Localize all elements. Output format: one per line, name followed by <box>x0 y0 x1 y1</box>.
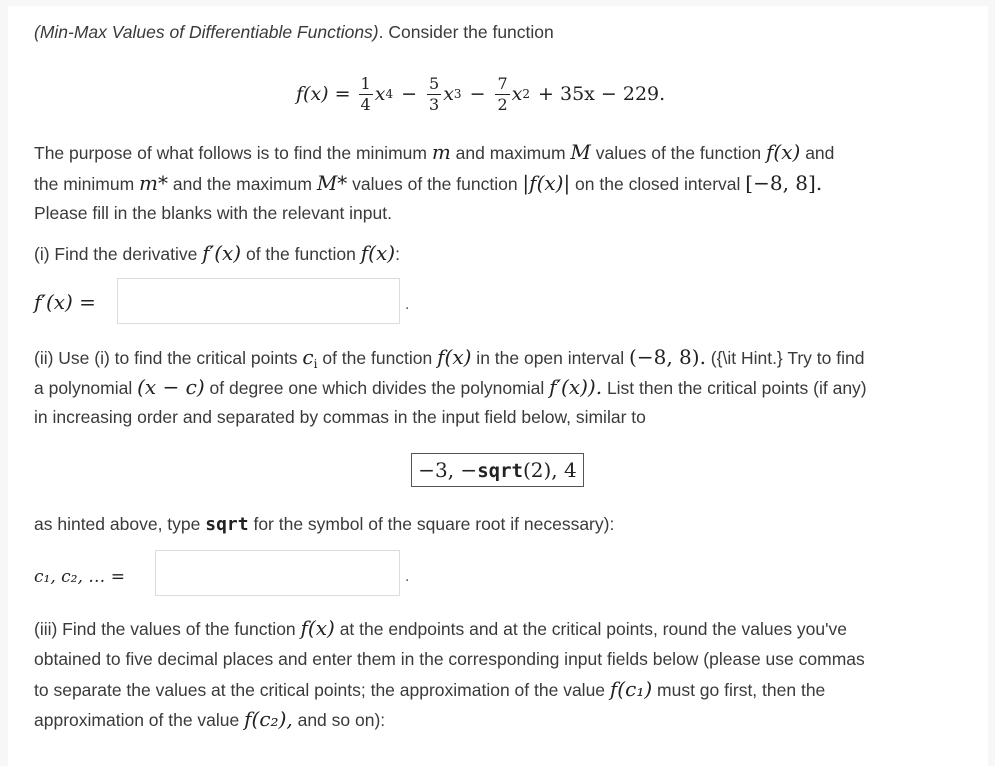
purpose-line-3 <box>34 198 971 228</box>
part3-text: at the endpoints and at the critical points, round the values you've <box>334 619 847 639</box>
critical-points-input[interactable] <box>155 550 400 596</box>
part3-text: to separate the values at the critical points; the approximation of the value <box>34 680 610 700</box>
critical-points-label-text: c₁, c₂, … = <box>34 567 125 587</box>
part1-text: : <box>395 244 400 264</box>
part3-text: and so on): <box>292 710 386 730</box>
intro-line <box>34 17 971 47</box>
part2-text: List then the critical points (if any) <box>602 378 867 398</box>
purpose-line-2 <box>34 168 971 199</box>
part2-text: for the symbol of the square root if necessary): <box>248 514 615 534</box>
purpose-text: and <box>800 143 835 163</box>
purpose-text: values of the function <box>347 174 523 194</box>
part3-text: must go first, then the <box>652 680 826 700</box>
purpose-text: values of the function <box>590 143 767 163</box>
purpose-text: on the closed interval <box>570 174 746 194</box>
part3-text: (iii) Find the values of the function <box>34 619 301 639</box>
example-sqrt: sqrt <box>477 460 523 482</box>
part2-text: a polynomial <box>34 378 138 398</box>
part2-text: in the open interval <box>471 348 630 368</box>
sqrt-keyword: sqrt <box>205 514 249 535</box>
math-fx: f(x) <box>766 140 801 164</box>
math-M: M <box>570 140 591 164</box>
intro-rest: . Consider the function <box>378 22 554 42</box>
function-formula <box>296 66 665 122</box>
math-ci: c <box>302 345 314 369</box>
formula-tail: + 35x − 229. <box>538 83 666 105</box>
formula-minus1: − <box>401 83 418 105</box>
derivative-input[interactable] <box>117 278 400 324</box>
purpose-text: and the maximum <box>168 174 317 194</box>
part3-text: approximation of the value <box>34 710 245 730</box>
formula-frac2: $\frac{5}{3}$ <box>429 73 440 114</box>
part2-text: of degree one which divides the polynomial <box>204 378 550 398</box>
formula-frac3: $\frac{7}{2}$ <box>497 73 508 114</box>
part3-line-3 <box>34 674 971 705</box>
part2-line-4 <box>34 509 971 540</box>
math-absfx: |f(x)| <box>522 171 571 195</box>
part3-line-2 <box>34 644 971 674</box>
formula-minus2: − <box>469 83 486 105</box>
math-interval: (−8, 8). <box>629 345 706 369</box>
math-m: m <box>431 140 451 164</box>
part2-line-3 <box>34 402 971 432</box>
part1-text: of the function <box>241 244 361 264</box>
part2-text: of the function <box>317 348 438 368</box>
formula-lhs: f(x) = <box>296 83 351 105</box>
part3-text: obtained to five decimal places and enter them in the corresponding input fields below (please use commas <box>34 649 865 669</box>
math-mstar: m* <box>139 171 168 195</box>
math-poly: (x − c) <box>137 375 205 399</box>
math-Mstar: M* <box>316 171 348 195</box>
purpose-line-1 <box>34 137 971 168</box>
formula-term2: x <box>443 83 454 105</box>
example-pre: −3, − <box>418 458 478 482</box>
math-fprime: f′(x)). <box>549 375 603 399</box>
part2-text: in increasing order and separated by commas in the input field below, similar to <box>34 407 646 427</box>
part2-text: (ii) Use (i) to find the critical points <box>34 348 303 368</box>
example-answer-box <box>411 453 584 487</box>
math-fx: f(x) <box>437 345 472 369</box>
part3-line-4 <box>34 704 971 735</box>
part2-text: as hinted above, type <box>34 514 206 534</box>
part1-prompt <box>34 238 971 269</box>
formula-term1: x <box>374 83 386 105</box>
formula-exp1: 4 <box>385 87 394 101</box>
critical-points-label <box>34 561 164 592</box>
math-fc1: f(c₁) <box>609 677 653 701</box>
derivative-period: . <box>405 296 410 313</box>
purpose-text: Please fill in the blanks with the relevant input. <box>34 203 392 223</box>
derivative-label-text: f′(x) = <box>34 290 96 314</box>
math-interval: [−8, 8]. <box>745 171 823 195</box>
part2-line-2 <box>34 372 971 403</box>
math-fprime: f′(x) <box>202 241 242 265</box>
formula-exp3: 2 <box>522 87 531 101</box>
derivative-label <box>34 287 124 318</box>
math-fc2: f(c₂), <box>244 707 293 731</box>
math-fx: f(x) <box>360 241 396 265</box>
critical-points-period: . <box>405 568 410 585</box>
example-post: (2), 4 <box>522 458 577 482</box>
math-fx: f(x) <box>300 616 335 640</box>
formula-frac1: $\frac{1}{4}$ <box>360 73 371 114</box>
part2-hint: ({\it Hint.} Try to find <box>705 348 865 368</box>
formula-term3: x <box>511 83 523 105</box>
part1-text: (i) Find the derivative <box>34 244 203 264</box>
intro-title: (Min-Max Values of Differentiable Functions) <box>34 22 379 42</box>
purpose-text: The purpose of what follows is to find the minimum <box>34 143 432 163</box>
purpose-text: and maximum <box>450 143 571 163</box>
part3-line-1 <box>34 613 971 644</box>
formula-exp2: 3 <box>453 87 462 101</box>
purpose-text: the minimum <box>34 174 140 194</box>
math-ci-sub: i <box>313 357 318 371</box>
